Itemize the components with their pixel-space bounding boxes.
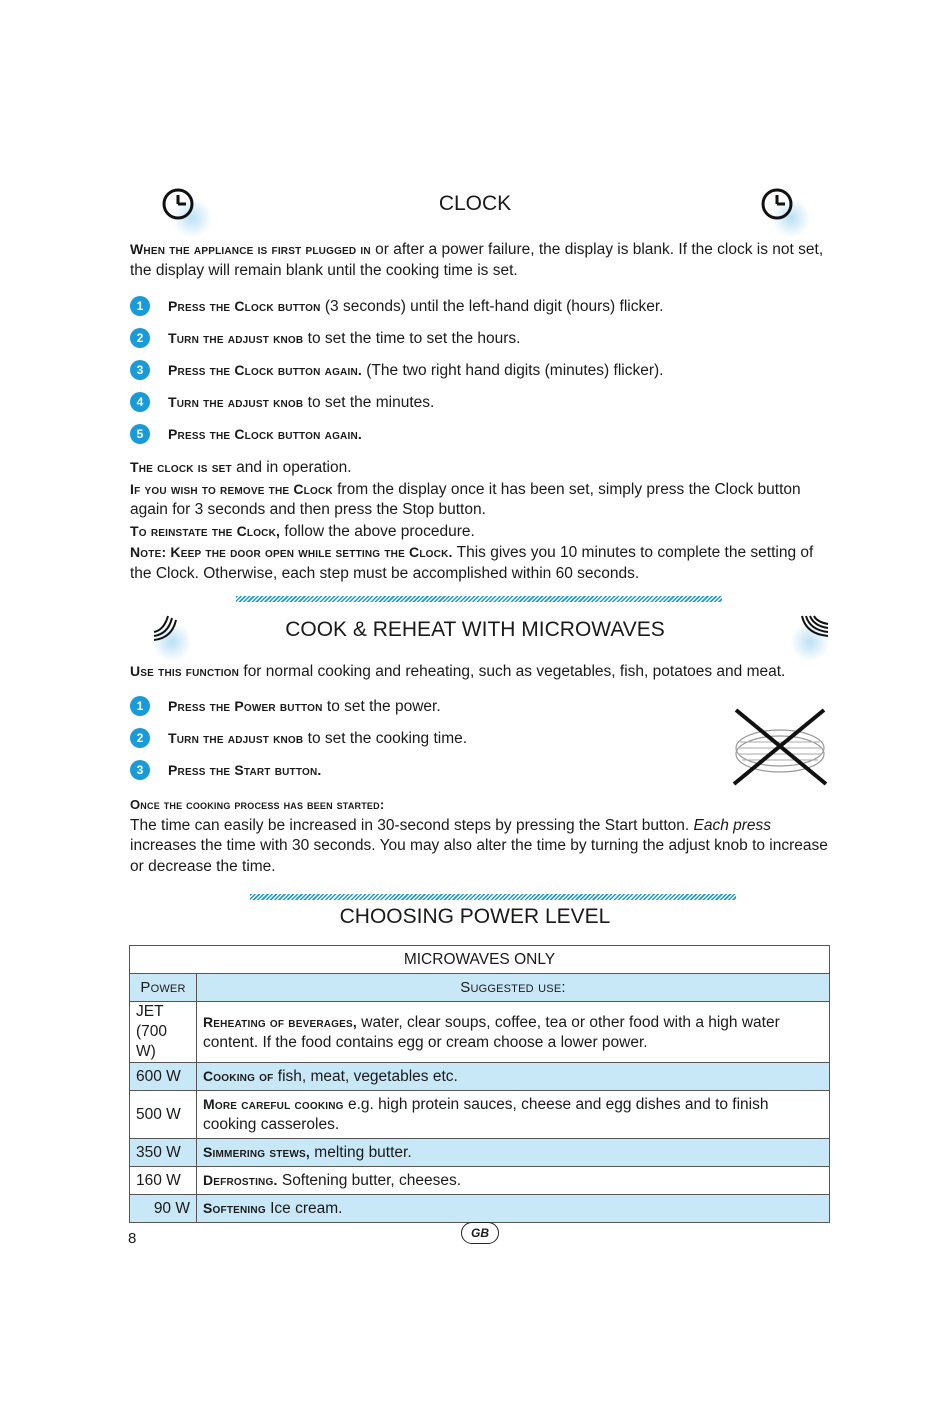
step-number-badge: 4 — [130, 392, 150, 412]
use-cell — [197, 1195, 830, 1223]
started-text-part: The time can easily be increased in 30-second steps by pressing the Start button. — [130, 816, 694, 834]
crossed-grill-rack-icon — [730, 708, 830, 790]
page-number: 8 — [128, 1230, 137, 1247]
started-heading: Once the cooking process has been started: — [130, 797, 385, 812]
clock-icon-right — [757, 184, 805, 232]
step-text: to set the cooking time. — [303, 730, 468, 747]
section-divider — [250, 894, 736, 900]
header-power — [130, 974, 197, 1002]
header-power-label: Power — [140, 978, 186, 996]
power-cell: 500 W — [130, 1091, 197, 1139]
header-use — [197, 974, 830, 1002]
clock-icon — [757, 184, 797, 224]
table-caption-row — [130, 946, 830, 974]
table-row — [130, 1195, 830, 1223]
step-lead: Press the Power button — [168, 698, 323, 714]
step-number-badge: 5 — [130, 424, 150, 444]
step-lead: Press the Clock button — [168, 298, 321, 314]
use-cell — [197, 1091, 830, 1139]
power-cell: 350 W — [130, 1139, 197, 1167]
started-text-italic: Each press — [693, 816, 772, 834]
step-number-badge: 1 — [130, 296, 150, 316]
step-text: to set the time to set the hours. — [303, 330, 521, 347]
step-text: to set the minutes. — [303, 394, 435, 411]
clock-title: CLOCK — [438, 192, 512, 215]
use-cell — [197, 1002, 830, 1063]
started-text — [130, 816, 830, 878]
step-lead: Press the Clock button again. — [168, 426, 362, 442]
note-lead: If you wish to remove the Clock — [130, 480, 333, 497]
microwave-started — [130, 795, 830, 877]
step-text: (3 seconds) until the left-hand digit (hours) flicker. — [320, 298, 664, 315]
use-text: Softening butter, cheeses. — [277, 1172, 462, 1189]
power-cell: 90 W — [130, 1195, 197, 1223]
step-number-badge: 2 — [130, 728, 150, 748]
step-number-badge: 2 — [130, 328, 150, 348]
use-text: e.g. high protein sauces, cheese and egg dishes and to finish cooking casseroles. — [203, 1096, 769, 1133]
step-lead: Turn the adjust knob — [168, 730, 304, 746]
clock-note-4 — [130, 542, 830, 584]
microwave-intro — [130, 661, 830, 683]
table-row — [130, 1167, 830, 1195]
power-cell: 600 W — [130, 1063, 197, 1091]
clock-note-2 — [130, 479, 830, 521]
use-cell — [197, 1139, 830, 1167]
step-text: to set the power. — [322, 698, 441, 715]
section-divider — [236, 596, 722, 602]
note-text: from the display once it has been set, simply press the Clock button again for 3 seconds and then press the Stop button. — [130, 480, 801, 518]
note-text: follow the above procedure. — [280, 522, 475, 540]
step-lead: Turn the adjust knob — [168, 394, 304, 410]
started-text-part: increases the time with 30 seconds. You may also alter the time by turning the adjust knob to increase or decrease the time. — [130, 837, 828, 875]
step-lead: Press the Start button. — [168, 762, 322, 778]
use-lead: Reheating of beverages, — [203, 1013, 357, 1030]
step-number-badge: 3 — [130, 360, 150, 380]
clock-note-1 — [130, 457, 830, 479]
use-lead: More careful cooking — [203, 1096, 344, 1112]
table-caption: MICROWAVES ONLY — [130, 946, 830, 974]
use-text: Ice cream. — [265, 1200, 343, 1217]
clock-notes — [130, 457, 830, 584]
note-lead: To reinstate the Clock, — [130, 522, 281, 539]
clock-intro-lead: When the appliance is first plugged in — [130, 241, 371, 257]
use-cell — [197, 1167, 830, 1195]
use-text: fish, meat, vegetables etc. — [273, 1068, 458, 1085]
table-row — [130, 1063, 830, 1091]
note-lead: The clock is set — [130, 459, 232, 475]
table-row — [130, 1091, 830, 1139]
step-lead: Turn the adjust knob — [168, 330, 304, 346]
power-title: CHOOSING POWER LEVEL — [339, 905, 611, 928]
note-lead: Note: Keep the door open while setting the Clock. — [130, 544, 453, 560]
power-level-table — [129, 945, 830, 1223]
use-lead: Cooking of — [203, 1068, 274, 1084]
use-text: melting butter. — [309, 1144, 412, 1161]
header-use-label: Suggested use: — [460, 978, 566, 996]
step-number-badge: 3 — [130, 760, 150, 780]
table-header-row — [130, 974, 830, 1002]
microwave-waves-icon-right — [790, 610, 838, 658]
table-row — [130, 1139, 830, 1167]
note-text: This gives you 10 minutes to complete the setting of the Clock. Otherwise, each step must be accomplished within 60 seconds. — [130, 544, 814, 582]
use-cell — [197, 1063, 830, 1091]
use-lead: Softening — [203, 1200, 266, 1216]
microwave-intro-lead: Use this function — [130, 663, 240, 679]
country-badge: GB — [461, 1222, 499, 1244]
microwave-waves-icon — [794, 612, 834, 642]
power-cell: 160 W — [130, 1167, 197, 1195]
step-text: (The two right hand digits (minutes) flicker). — [361, 362, 664, 379]
power-cell: JET (700 W) — [130, 1002, 197, 1063]
clock-intro-text: or after a power failure, the display is blank. If the clock is not set, the display will remain blank until the cooking time is set. — [130, 241, 824, 279]
microwave-intro-text: for normal cooking and reheating, such as vegetables, fish, potatoes and meat. — [239, 663, 786, 680]
table-row — [130, 1002, 830, 1063]
clock-intro — [130, 239, 830, 281]
use-lead: Simmering stews, — [203, 1144, 310, 1160]
microwave-title: COOK & REHEAT WITH MICROWAVES — [285, 618, 665, 641]
step-number-badge: 1 — [130, 696, 150, 716]
step-lead: Press the Clock button again. — [168, 362, 362, 378]
use-lead: Defrosting. — [203, 1172, 278, 1188]
note-text: and in operation. — [231, 459, 352, 476]
clock-note-3 — [130, 521, 830, 543]
use-text: water, clear soups, coffee, tea or other food with a high water content. If the food contains egg or cream choose a lower power. — [203, 1013, 780, 1051]
